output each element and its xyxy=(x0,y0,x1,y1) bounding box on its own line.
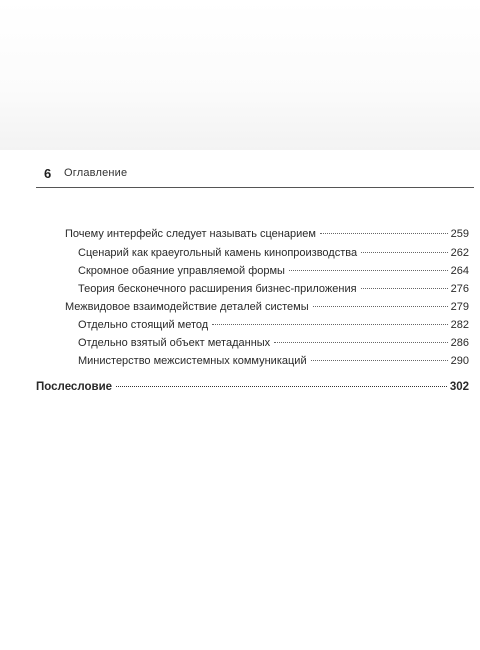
book-page xyxy=(0,150,480,650)
header-rule xyxy=(36,187,474,188)
dot-leader xyxy=(289,270,448,271)
toc-entry-title: Скромное обаяние управляемой формы xyxy=(78,265,285,277)
dot-leader xyxy=(361,288,448,289)
running-title: Оглавление xyxy=(64,167,128,179)
toc-entry-title: Теория бесконечного расширения бизнес-приложения xyxy=(78,283,357,295)
toc-entry-page: 286 xyxy=(450,337,469,349)
toc-entry-page: 290 xyxy=(450,355,469,367)
scan-background xyxy=(0,0,480,150)
page-number: 6 xyxy=(44,166,52,181)
toc-entry xyxy=(65,300,469,314)
toc-entry-title: Послесловие xyxy=(36,381,113,393)
toc-entry-title: Почему интерфейс следует называть сценарием xyxy=(65,228,316,240)
toc-entry-chapter xyxy=(36,380,469,394)
toc-entry xyxy=(78,336,469,350)
toc-entry-title: Отдельно стоящий метод xyxy=(78,319,209,331)
toc-entry xyxy=(78,264,469,278)
dot-leader xyxy=(361,252,448,253)
toc-entry xyxy=(78,318,469,332)
dot-leader xyxy=(274,342,447,343)
toc-entry-page: 259 xyxy=(450,228,469,240)
toc-entry xyxy=(78,354,469,368)
toc-entry xyxy=(78,282,469,296)
toc-entry-page: 264 xyxy=(450,265,469,277)
toc-entry-title: Отдельно взятый объект метаданных xyxy=(78,337,271,349)
toc-entry-title: Сценарий как краеугольный камень кинопроизводства xyxy=(78,247,358,259)
toc-entry xyxy=(65,227,469,241)
dot-leader xyxy=(116,386,447,387)
toc-entry-page: 262 xyxy=(450,247,469,259)
dot-leader xyxy=(311,360,448,361)
toc-entry xyxy=(78,246,469,260)
dot-leader xyxy=(212,324,447,325)
dot-leader xyxy=(313,306,448,307)
toc-entry-title: Межвидовое взаимодействие деталей системы xyxy=(65,301,309,313)
toc-entry-page: 276 xyxy=(450,283,469,295)
toc-entry-page: 282 xyxy=(450,319,469,331)
toc-entry-page: 279 xyxy=(450,301,469,313)
toc-entry-title: Министерство межсистемных коммуникаций xyxy=(78,355,307,367)
dot-leader xyxy=(320,233,448,234)
toc-entry-page: 302 xyxy=(449,381,469,393)
